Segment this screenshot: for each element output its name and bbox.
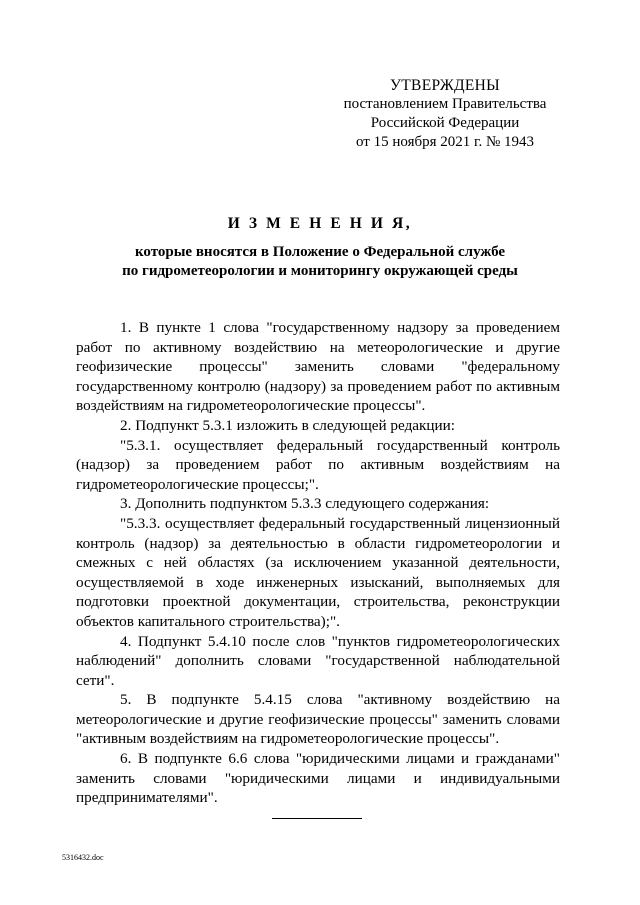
approval-block [330,76,560,152]
paragraph-3: "5.3.1. осуществляет федеральный государственный контроль (надзор) за проведением работ по активным воздействиям на гидрометеорологические процессы;". [76,436,560,493]
approval-line-2: Российской Федерации [370,115,520,131]
document-heading [60,214,580,281]
paragraph-6: 4. Подпункт 5.4.10 после слов "пунктов гидрометеорологических наблюдений" дополнить словами "государственной наблюдательной сети". [76,632,560,689]
heading-subtitle [60,243,580,281]
document-body [76,318,560,808]
approval-line-3: от 15 ноября 2021 г. № 1943 [355,134,535,150]
paragraph-1: 1. В пункте 1 слова "государственному надзору за проведением работ по активному воздействию на метеорологические и другие геофизические процессы" заменить словами "федеральному государственному контролю (надзору) за проведением работ по активным воздействиям на гидрометеорологические процессы". [76,319,560,415]
heading-subtitle-line-1: которые вносятся в Положение о Федеральной службе [134,244,506,260]
paragraph-7: 5. В подпункте 5.4.15 слова "активному воздействию на метеорологические и другие геофизические процессы" заменить словами "активным воздействиям на гидрометеорологические процессы". [76,691,560,748]
doc-reference: 5316432.doc [62,853,104,862]
heading-subtitle-line-2: по гидрометеорологии и мониторингу окружающей среды [122,263,518,279]
heading-title: И З М Е Н Е Н И Я, [227,215,413,232]
paragraph-8: 6. В подпункте 6.6 слова "юридическими лицами и гражданами" заменить словами "юридическими лицами и индивидуальными предпринимателями". [76,750,560,807]
separator-line [272,818,362,819]
paragraph-5: "5.3.3. осуществляет федеральный государственный лицензионный контроль (надзор) за деятельностью в области гидрометеорологии и смежных с ней областях (за исключением указанной деятельности, осуществляемой в ходе инженерных изысканий, выполняемых для подготовки проектной документации, строительства, реконструкции объектов капитального строительства);". [76,514,560,630]
paragraph-4: 3. Дополнить подпунктом 5.3.3 следующего содержания: [120,495,490,513]
approval-line-1: постановлением Правительства [343,96,547,112]
approval-title: УТВЕРЖДЕНЫ [390,77,500,94]
paragraph-2: 2. Подпункт 5.3.1 изложить в следующей редакции: [120,416,456,434]
